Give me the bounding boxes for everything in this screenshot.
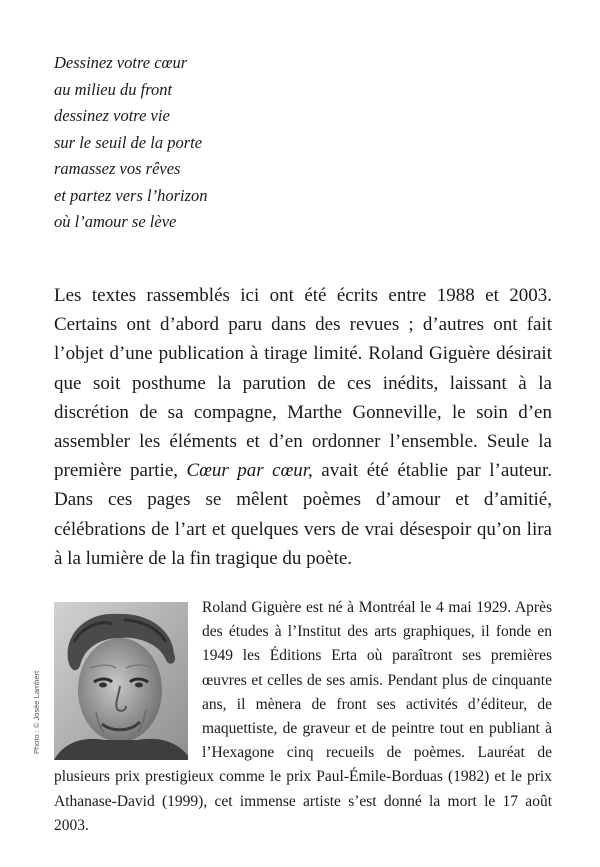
poem-line: sur le seuil de la porte (54, 132, 203, 152)
author-portrait (54, 602, 188, 760)
author-bio-block (32, 596, 552, 838)
poem-line: et partez vers l’horizon (54, 185, 208, 205)
summary-text-part-1: Les textes rassemblés ici ont été écrits entre 1988 et 2003. Certains ont d’abord paru dans des revues ; d’autres ont fait l’objet d’une publication à tirage limité. Roland Giguère désirait que soit posthume la parution de ces inédits, laissant à la discrétion de sa compagne, Marthe Gonneville, le soin d’en assembler les éléments et d’en ordonner l’ensemble. Seule la première partie, (54, 285, 552, 482)
summary-text-part-2: avait été établie par l’auteur. Dans ces pages se mêlent poèmes d’amour et d’amitié, célébrations de l’art et quelques vers de vrai désespoir qu’on lira à la lumière de la fin tragique du poète. (54, 460, 553, 569)
poem-line: dessinez votre vie (54, 106, 170, 125)
author-bio: Roland Giguère est né à Montréal le 4 mai 1929. Après des études à l’Institut des arts graphiques, il fonde en 1949 les Éditions Erta où paraîtront ses premières œuvres et celles de ses amis. Pendant plus de cinquante ans, il mènera de front ses activités d’éditeur, de maquettiste, de graveur et de peintre tout en publiant à l’Hexagone cinq recueils de poèmes. Lauréat de plusieurs prix prestigieux comme le prix Paul-Émile-Borduas (1982) et le prix Athanase-David (1999), cet immense artiste s’est donné la mort le 17 août 2003. (54, 599, 552, 834)
poem-line: ramassez vos rêves (54, 159, 181, 178)
photo-credit: Photo : © Josée Lambert (32, 670, 41, 754)
poem-line: Dessinez votre cœur (54, 53, 188, 72)
poem-line: au milieu du front (54, 79, 173, 99)
poem-line: où l’amour se lève (54, 212, 177, 231)
book-title: Cœur par cœur, (186, 460, 313, 482)
book-summary (54, 281, 552, 573)
epigraph-poem (54, 50, 354, 236)
